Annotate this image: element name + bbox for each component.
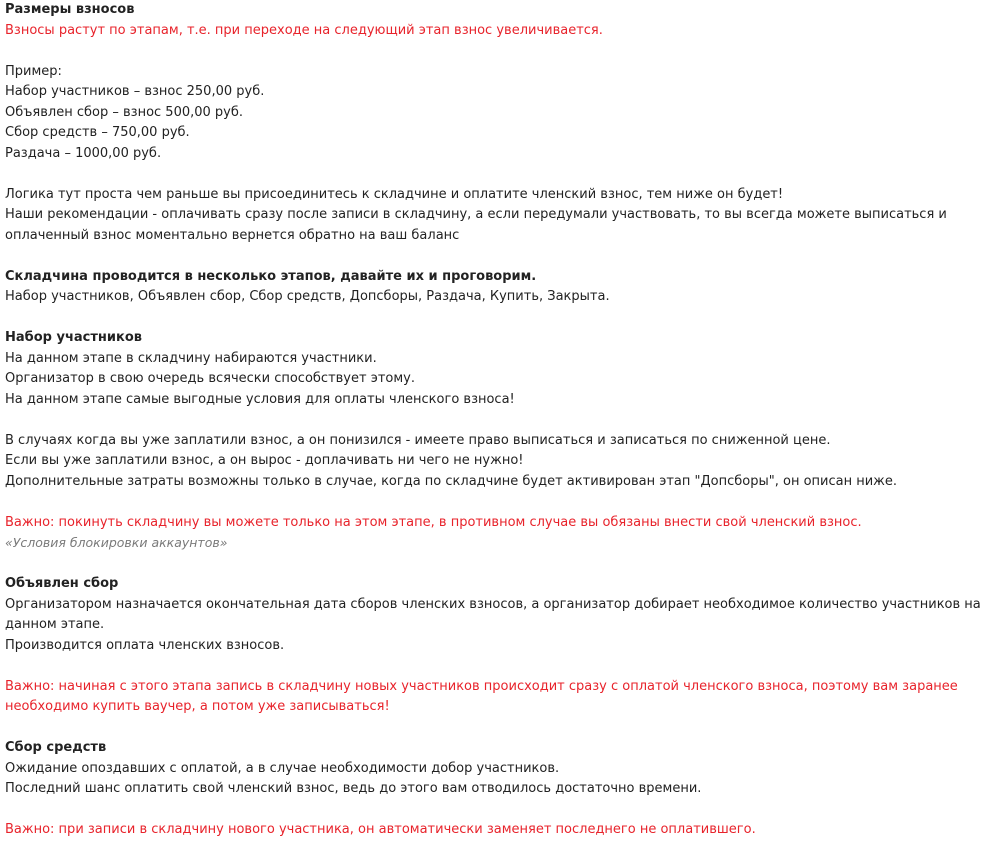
recruitment-line: Организатор в свою очередь всячески способствует этому. bbox=[5, 371, 415, 386]
announced-text-2: Производится оплата членских взносов. bbox=[5, 637, 285, 653]
recommendation-text: Наши рекомендации - оплачивать сразу после записи в складчину, а если передумали участвовать, то вы всегда можете выписаться и оплаченный взнос моментально вернется обратно на ваш баланс bbox=[5, 207, 947, 243]
fees-heading: Размеры взносов bbox=[5, 2, 135, 17]
announced-text: Организатором назначается окончательная дата сборов членских взносов, а организатор добирает необходимое количество участников на данном этапе. bbox=[5, 596, 981, 632]
collection-important: Важно: при записи в складчину нового участника, он автоматически заменяет последнего не оплатившего. bbox=[5, 822, 756, 837]
example-line: Набор участников – взнос 250,00 руб. bbox=[5, 84, 265, 99]
example-line: Объявлен сбор – взнос 500,00 руб. bbox=[5, 104, 244, 120]
recruitment-important: Важно: покинуть складчину вы можете только на этом этапе, в противном случае вы обязаны внести свой членский взнос. bbox=[5, 514, 862, 530]
recruitment-line: Дополнительные затраты возможны только в случае, когда по складчине будет активирован этап "Допсборы", он описан ниже. bbox=[5, 473, 898, 489]
fees-note: Взносы растут по этапам, т.е. при переходе на следующий этап взнос увеличивается. bbox=[5, 22, 603, 38]
example-line: Раздача – 1000,00 руб. bbox=[5, 145, 162, 161]
stages-heading: Складчина проводится в несколько этапов, давайте их и проговорим. bbox=[5, 268, 537, 284]
example-title: Пример: bbox=[5, 63, 62, 79]
logic-text: Логика тут проста чем раньше вы присоединитесь к складчине и оплатите членский взнос, тем ниже он будет! bbox=[5, 186, 784, 202]
collection-line: Последний шанс оплатить свой членский взнос, ведь до этого вам отводилось достаточно времени. bbox=[5, 781, 702, 796]
announced-important: Важно: начиная с этого этапа запись в складчину новых участников происходит сразу с оплатой членского взноса, поэтому вам заранее необходимо купить ваучер, а потом уже записываться! bbox=[5, 678, 958, 714]
collection-line: Ожидание опоздавших с оплатой, а в случае необходимости добор участников. bbox=[5, 760, 560, 776]
recruitment-line: Если вы уже заплатили взнос, а он вырос - доплачивать ни чего не нужно! bbox=[5, 453, 524, 468]
stages-list: Набор участников, Объявлен сбор, Сбор средств, Допсборы, Раздача, Купить, Закрыта. bbox=[5, 289, 610, 304]
example-line: Сбор средств – 750,00 руб. bbox=[5, 125, 190, 140]
account-blocking-link[interactable]: «Условия блокировки аккаунтов» bbox=[5, 535, 228, 550]
collection-heading: Сбор средств bbox=[5, 740, 107, 755]
recruitment-line: На данном этапе самые выгодные условия для оплаты членского взноса! bbox=[5, 391, 515, 407]
recruitment-line: На данном этапе в складчину набираются участники. bbox=[5, 350, 377, 366]
recruitment-line: В случаях когда вы уже заплатили взнос, а он понизился - имеете право выписаться и записаться по сниженной цене. bbox=[5, 432, 831, 448]
announced-heading: Объявлен сбор bbox=[5, 576, 119, 591]
recruitment-heading: Набор участников bbox=[5, 330, 142, 345]
